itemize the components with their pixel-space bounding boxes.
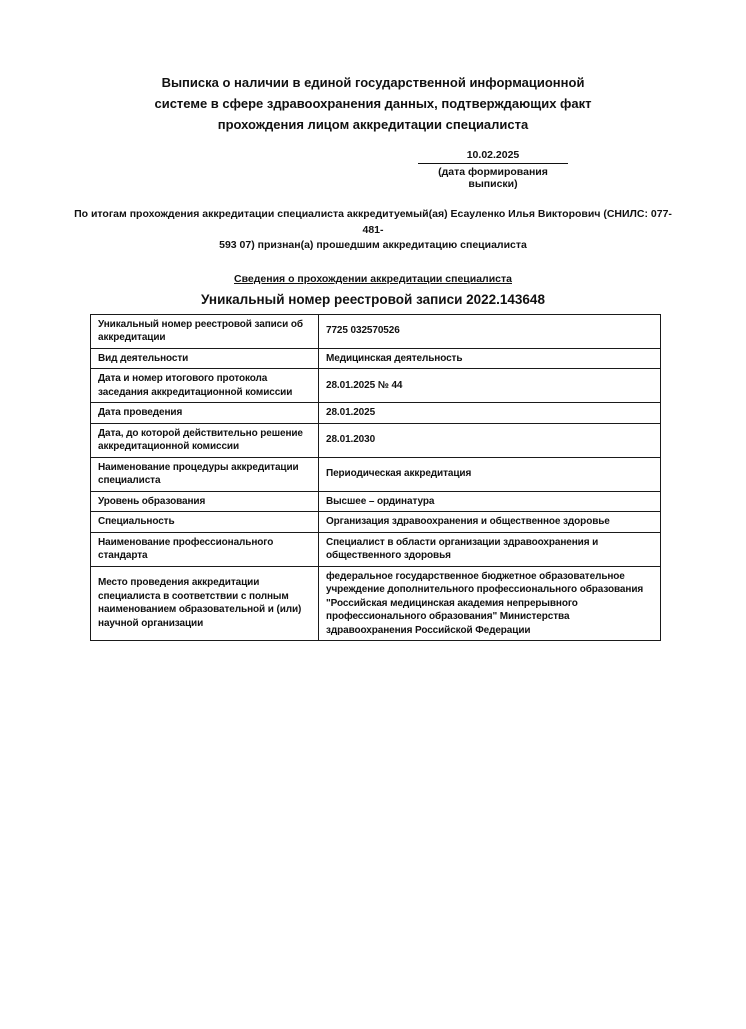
table-row [91, 532, 661, 566]
table-row [91, 403, 661, 424]
intro-paragraph [73, 207, 673, 254]
issue-date-caption: (дата формирования выписки) [438, 166, 548, 190]
table-cell-label: Специальность [91, 512, 319, 533]
table-cell-label: Дата, до которой действительно решение аккредитационной комиссии [91, 423, 319, 457]
table-cell-label: Наименование профессионального стандарта [91, 532, 319, 566]
accreditation-table [90, 314, 661, 642]
table-cell-label: Место проведения аккредитации специалиста в соответствии с полным наименованием образовательной и (или) научной организации [91, 566, 319, 641]
document-title [0, 72, 746, 135]
table-cell-value: Медицинская деятельность [319, 348, 661, 369]
table-cell-value: 28.01.2025 [319, 403, 661, 424]
issue-date-value: 10.02.2025 [418, 149, 568, 164]
table-cell-value: Специалист в области организации здравоохранения и общественного здоровья [319, 532, 661, 566]
intro-paragraph-line: 593 07) признан(а) прошедшим аккредитацию специалиста [219, 239, 527, 251]
table-row [91, 314, 661, 348]
intro-paragraph-line: По итогам прохождения аккредитации специалиста аккредитуемый(ая) Есауленко Илья Викторович (СНИЛС: 077-481- [74, 208, 672, 236]
document-title-line: прохождения лицом аккредитации специалиста [217, 117, 529, 132]
table-row [91, 491, 661, 512]
table-cell-value: 28.01.2030 [319, 423, 661, 457]
table-cell-value: Периодическая аккредитация [319, 457, 661, 491]
table-row [91, 457, 661, 491]
table-cell-label: Уникальный номер реестровой записи об аккредитации [91, 314, 319, 348]
table-cell-label: Уровень образования [91, 491, 319, 512]
section-heading: Сведения о прохождении аккредитации специалиста [234, 272, 512, 285]
table-cell-value: 28.01.2025 № 44 [319, 369, 661, 403]
table-cell-label: Вид деятельности [91, 348, 319, 369]
table-row [91, 566, 661, 641]
table-cell-label: Дата проведения [91, 403, 319, 424]
table-row [91, 348, 661, 369]
table-row [91, 369, 661, 403]
table-cell-value: федеральное государственное бюджетное образовательное учреждение дополнительного профессионального образования "Российская медицинская академия непрерывного профессионального образования" Министерства здравоохранения Российской Федерации [319, 566, 661, 641]
document-title-line: Выписка о наличии в единой государственной информационной [161, 75, 585, 90]
table-row [91, 423, 661, 457]
table-cell-value: Высшее – ординатура [319, 491, 661, 512]
table-cell-label: Дата и номер итогового протокола заседания аккредитационной комиссии [91, 369, 319, 403]
table-cell-value: 7725 032570526 [319, 314, 661, 348]
registry-number-heading: Уникальный номер реестровой записи 2022.143648 [201, 291, 545, 307]
table-cell-label: Наименование процедуры аккредитации специалиста [91, 457, 319, 491]
document-title-line: системе в сфере здравоохранения данных, подтверждающих факт [154, 96, 592, 111]
table-row [91, 512, 661, 533]
issue-date-block [418, 149, 568, 190]
table-cell-value: Организация здравоохранения и общественное здоровье [319, 512, 661, 533]
